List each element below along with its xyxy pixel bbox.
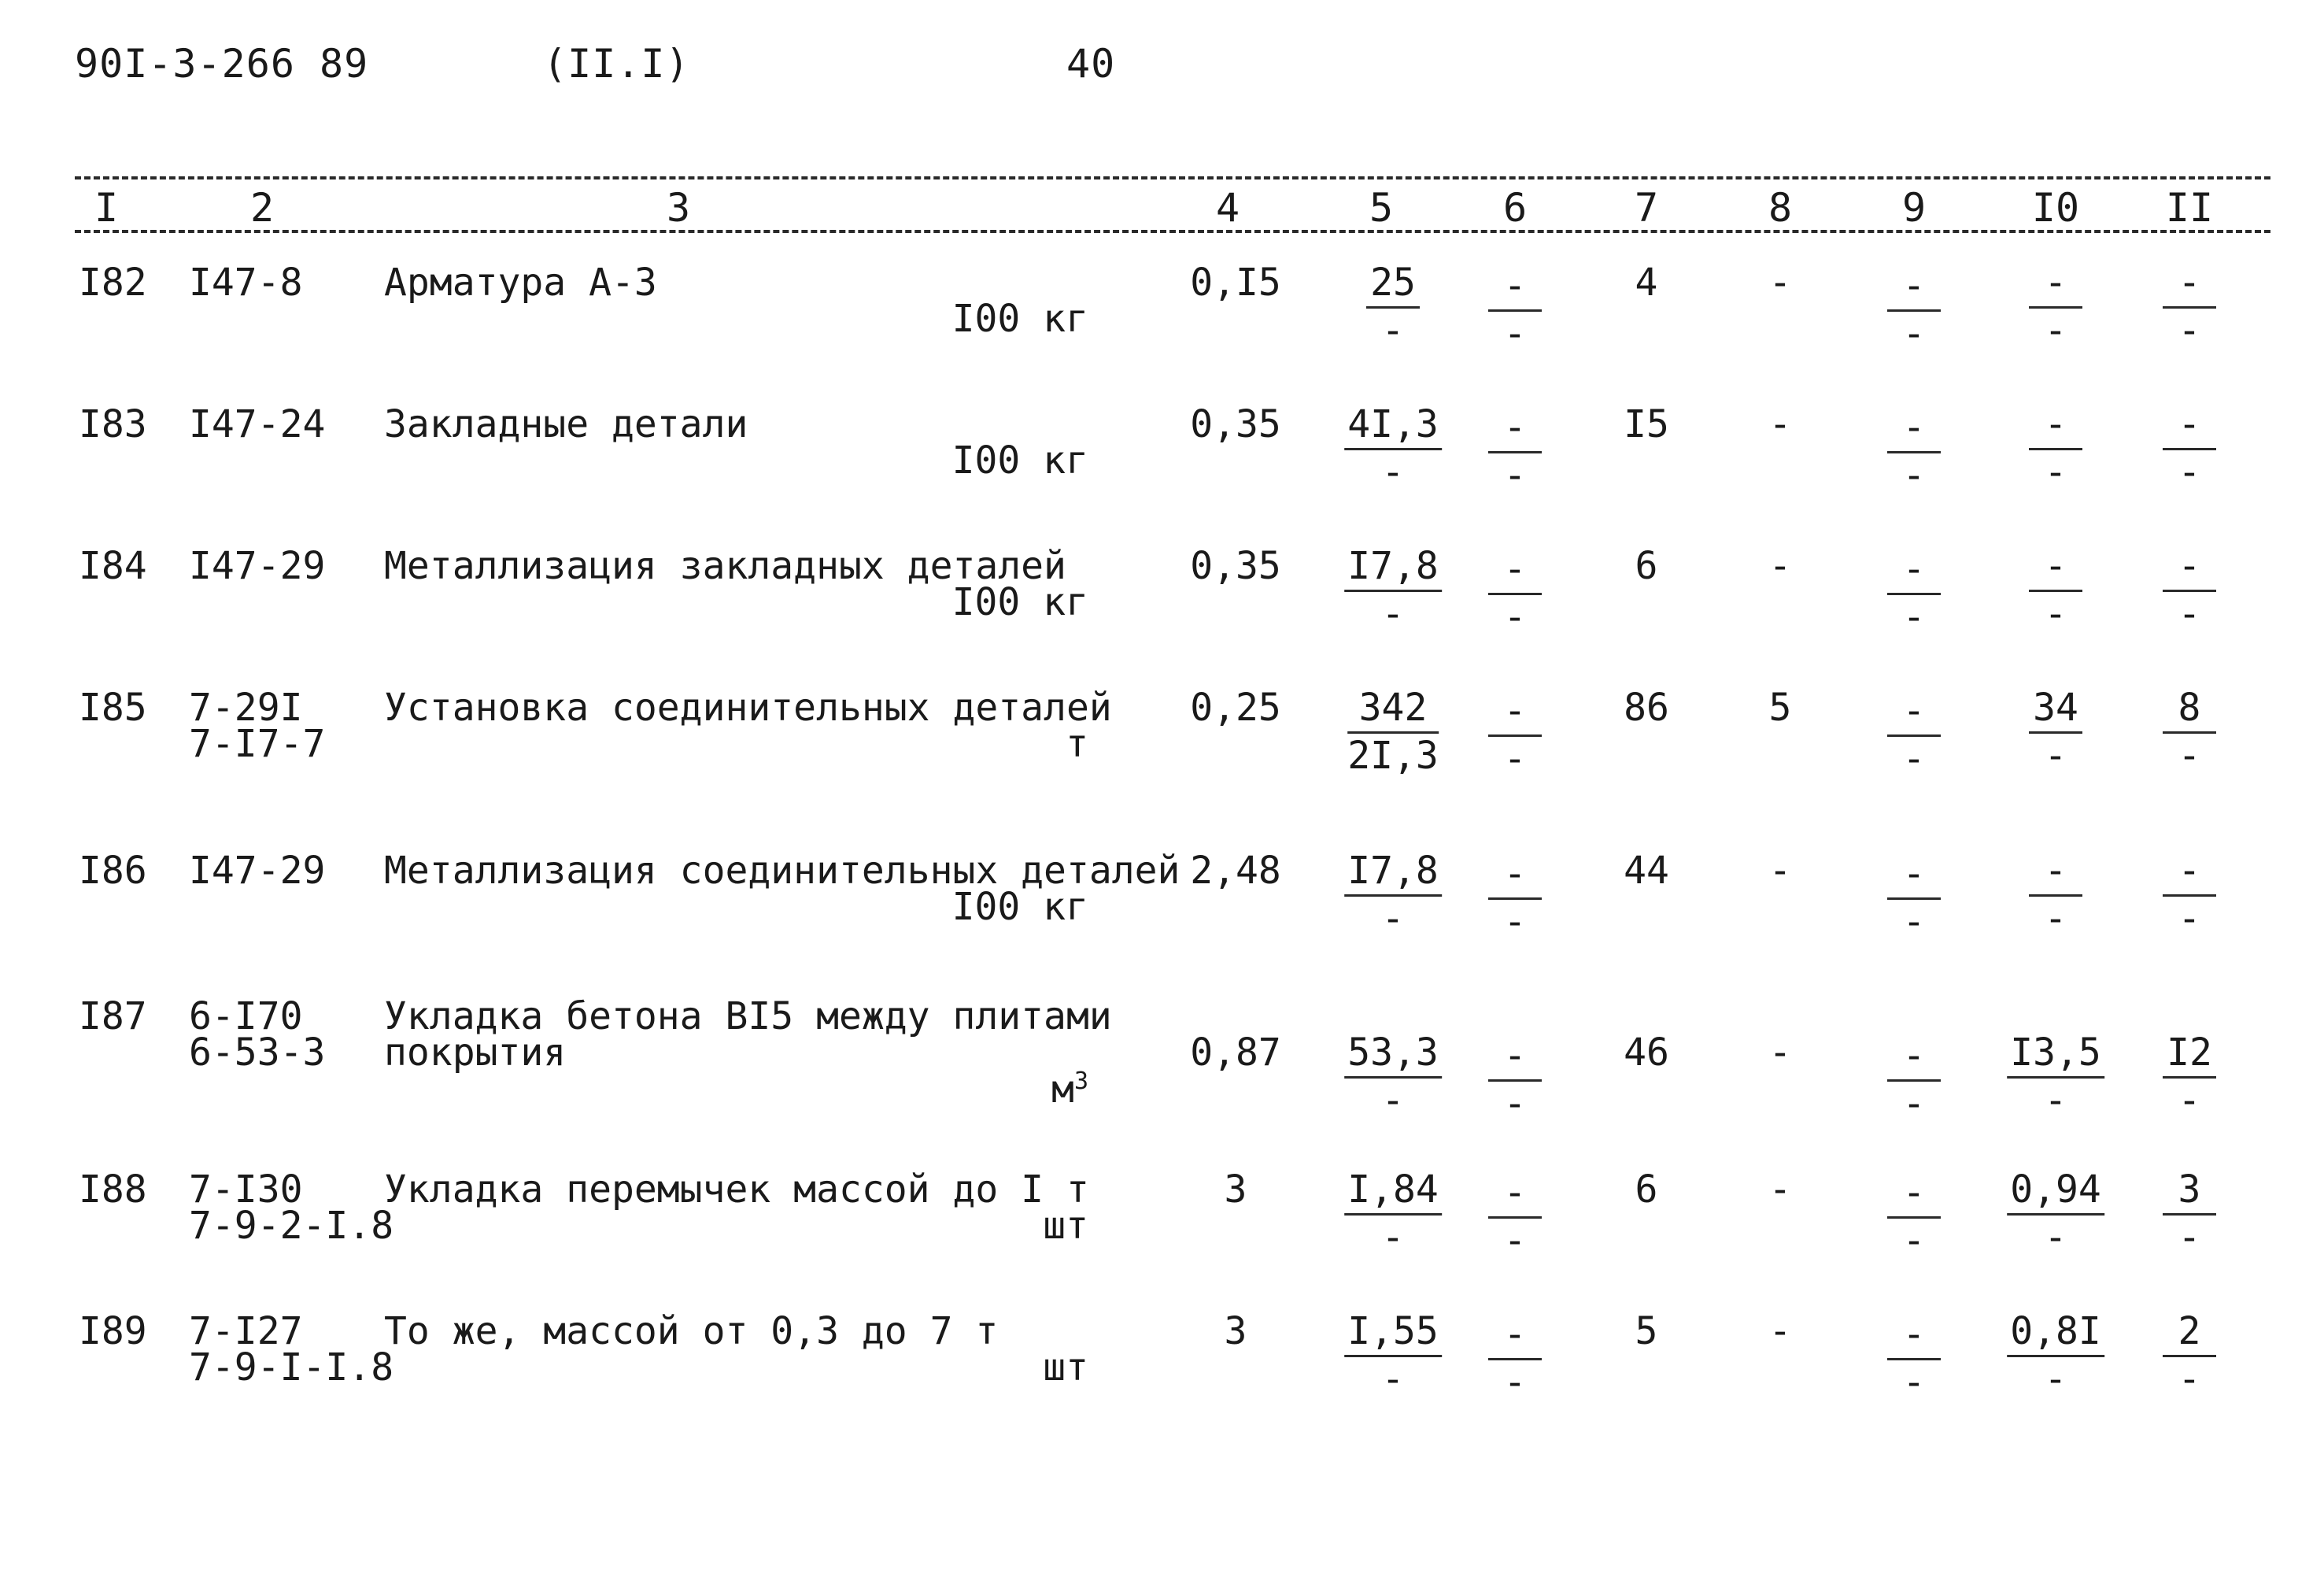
- norm-code: 7-I30: [189, 1167, 303, 1212]
- value-col-10: [2029, 544, 2082, 636]
- value-col-5: [1347, 686, 1439, 778]
- value-col-10-numerator: 0,8I: [2007, 1312, 2104, 1357]
- value-col-11: [2163, 686, 2216, 778]
- value-col-7: I5: [1624, 402, 1669, 446]
- norm-code: 6-I70: [189, 994, 303, 1038]
- column-number: 5: [1369, 185, 1394, 231]
- work-name: Укладка перемычек массой до I т: [384, 1167, 1089, 1212]
- norm-code: 7-9-2-I.8: [189, 1204, 394, 1248]
- value-col-8: 5: [1768, 686, 1792, 730]
- value-col-9-denominator: -: [1902, 1082, 1926, 1126]
- value-col-7: 6: [1635, 1167, 1658, 1212]
- value-col-4: 3: [1224, 1309, 1247, 1353]
- value-col-5: [1344, 1031, 1442, 1123]
- value-col-5-numerator: 53,3: [1344, 1034, 1442, 1079]
- value-col-11-denominator: -: [2178, 309, 2201, 353]
- value-col-9: [1887, 1171, 1941, 1263]
- value-col-10-numerator: 34: [2029, 689, 2082, 734]
- value-col-11-denominator: -: [2178, 1079, 2201, 1123]
- work-name: Арматура А-3: [384, 261, 657, 305]
- value-col-5-denominator: -: [1381, 1357, 1405, 1401]
- value-col-11-denominator: -: [2178, 1216, 2201, 1260]
- value-col-9: [1887, 1034, 1941, 1126]
- column-number: 8: [1768, 185, 1793, 231]
- value-col-10-numerator: -: [2029, 852, 2082, 897]
- value-col-4: 3: [1224, 1167, 1247, 1212]
- value-col-9: [1887, 1312, 1941, 1404]
- row-number: I83: [79, 402, 147, 446]
- value-col-5-denominator: -: [1381, 1216, 1405, 1260]
- norm-code: I47-24: [189, 402, 326, 446]
- column-number: 7: [1634, 185, 1659, 231]
- unit: I00 кг: [951, 580, 1088, 624]
- value-col-9-numerator: -: [1887, 855, 1941, 900]
- column-number: 3: [666, 185, 691, 231]
- value-col-10-denominator: -: [2044, 1357, 2067, 1401]
- value-col-10: [2029, 261, 2082, 353]
- value-col-9-denominator: -: [1902, 900, 1926, 944]
- value-col-11-denominator: -: [2178, 734, 2201, 778]
- value-col-5-numerator: 25: [1366, 264, 1420, 309]
- value-col-10-numerator: -: [2029, 547, 2082, 592]
- value-col-9-numerator: -: [1887, 692, 1941, 737]
- value-col-10: [2029, 849, 2082, 941]
- value-col-6-denominator: -: [1503, 900, 1527, 944]
- value-col-5-numerator: I,55: [1344, 1312, 1442, 1357]
- value-col-6: [1488, 1171, 1542, 1263]
- row-number: I88: [79, 1167, 147, 1212]
- value-col-10-denominator: -: [2044, 1216, 2067, 1260]
- value-col-10: [2029, 686, 2082, 778]
- value-col-11-numerator: -: [2163, 264, 2216, 309]
- value-col-4: 2,48: [1190, 849, 1281, 893]
- value-col-6: [1488, 264, 1542, 356]
- column-number: I0: [2031, 185, 2080, 231]
- unit: I00 кг: [951, 297, 1088, 341]
- value-col-11: [2163, 1309, 2216, 1401]
- document-code: 90I-3-266 89: [75, 41, 369, 87]
- value-col-5: [1344, 1309, 1442, 1401]
- value-col-6-denominator: -: [1503, 1360, 1527, 1404]
- value-col-5: [1366, 261, 1420, 353]
- value-col-6: [1488, 1312, 1542, 1404]
- header-bottom-rule: [75, 230, 2270, 233]
- value-col-10-numerator: -: [2029, 264, 2082, 309]
- value-col-6-numerator: -: [1488, 1037, 1542, 1082]
- value-col-9-numerator: -: [1887, 1174, 1941, 1219]
- page-number: 40: [1066, 41, 1116, 87]
- column-number: 2: [249, 185, 275, 231]
- value-col-11-numerator: I2: [2163, 1034, 2216, 1079]
- value-col-9-numerator: -: [1887, 550, 1941, 595]
- value-col-8: -: [1768, 402, 1792, 446]
- value-col-8: -: [1768, 1167, 1792, 1212]
- value-col-8: -: [1768, 544, 1792, 588]
- value-col-8: -: [1768, 849, 1792, 893]
- value-col-6-numerator: -: [1488, 550, 1542, 595]
- value-col-5-numerator: I7,8: [1344, 852, 1442, 897]
- work-name: Металлизация закладных деталей: [384, 544, 1066, 588]
- value-col-9-denominator: -: [1902, 737, 1926, 781]
- norm-code: I47-29: [189, 849, 326, 893]
- column-number: 9: [1901, 185, 1927, 231]
- value-col-5-numerator: I7,8: [1344, 547, 1442, 592]
- value-col-10-denominator: -: [2044, 592, 2067, 636]
- value-col-5-denominator: -: [1381, 450, 1405, 494]
- work-name: покрытия: [384, 1031, 567, 1075]
- value-col-9: [1887, 852, 1941, 944]
- value-col-11: [2163, 261, 2216, 353]
- norm-code: 7-29I: [189, 686, 303, 730]
- section-number: (II.I): [543, 41, 690, 87]
- value-col-5: [1344, 402, 1442, 494]
- row-number: I84: [79, 544, 147, 588]
- value-col-6-numerator: -: [1488, 855, 1542, 900]
- value-col-5-denominator: -: [1381, 897, 1405, 941]
- value-col-9-denominator: -: [1902, 595, 1926, 639]
- row-number: I89: [79, 1309, 147, 1353]
- value-col-4: 0,25: [1190, 686, 1281, 730]
- value-col-10-numerator: 0,94: [2007, 1171, 2104, 1216]
- value-col-6: [1488, 852, 1542, 944]
- norm-code: 7-I27: [189, 1309, 303, 1353]
- value-col-9: [1887, 689, 1941, 781]
- value-col-11-numerator: 2: [2163, 1312, 2216, 1357]
- value-col-6-numerator: -: [1488, 692, 1542, 737]
- value-col-10: [2007, 1031, 2104, 1123]
- value-col-7: 5: [1635, 1309, 1658, 1353]
- value-col-10: [2007, 1167, 2104, 1260]
- norm-code: 7-I7-7: [189, 722, 326, 766]
- value-col-9-numerator: -: [1887, 267, 1941, 312]
- value-col-11-denominator: -: [2178, 897, 2201, 941]
- value-col-10: [2007, 1309, 2104, 1401]
- row-number: I85: [79, 686, 147, 730]
- norm-code: I47-29: [189, 544, 326, 588]
- value-col-6: [1488, 1034, 1542, 1126]
- value-col-9-numerator: -: [1887, 409, 1941, 453]
- value-col-10-numerator: -: [2029, 405, 2082, 450]
- value-col-10-denominator: -: [2044, 450, 2067, 494]
- value-col-11: [2163, 402, 2216, 494]
- value-col-10-denominator: -: [2044, 734, 2067, 778]
- value-col-10-denominator: -: [2044, 1079, 2067, 1123]
- unit: I00 кг: [951, 438, 1088, 483]
- value-col-8: -: [1768, 1309, 1792, 1353]
- column-number: I: [94, 185, 119, 231]
- value-col-6-denominator: -: [1503, 453, 1527, 498]
- norm-code: 6-53-3: [189, 1031, 326, 1075]
- value-col-6-denominator: -: [1503, 595, 1527, 639]
- value-col-5-denominator: -: [1381, 309, 1405, 353]
- value-col-6-numerator: -: [1488, 267, 1542, 312]
- value-col-9-denominator: -: [1902, 1219, 1926, 1263]
- value-col-5: [1344, 849, 1442, 941]
- unit: шт: [1043, 1204, 1088, 1248]
- value-col-11-numerator: 8: [2163, 689, 2216, 734]
- value-col-11: [2163, 544, 2216, 636]
- value-col-10-numerator: I3,5: [2007, 1034, 2104, 1079]
- row-number: I82: [79, 261, 147, 305]
- value-col-6-denominator: -: [1503, 1219, 1527, 1263]
- value-col-11-numerator: -: [2163, 405, 2216, 450]
- value-col-6-denominator: -: [1503, 312, 1527, 356]
- work-name: Укладка бетона ВI5 между плитами: [384, 994, 1112, 1038]
- value-col-11-denominator: -: [2178, 450, 2201, 494]
- value-col-4: 0,I5: [1190, 261, 1281, 305]
- work-name: То же, массой от 0,3 до 7 т: [384, 1309, 999, 1353]
- value-col-11: [2163, 849, 2216, 941]
- value-col-10-denominator: -: [2044, 309, 2067, 353]
- column-number: 6: [1502, 185, 1528, 231]
- value-col-5-numerator: 342: [1347, 689, 1439, 734]
- unit: т: [1066, 722, 1088, 766]
- unit: $м^3$: [1051, 1068, 1088, 1112]
- value-col-11-numerator: -: [2163, 547, 2216, 592]
- value-col-5-denominator: 2I,3: [1347, 734, 1439, 778]
- value-col-5-denominator: -: [1381, 1079, 1405, 1123]
- value-col-9: [1887, 264, 1941, 356]
- column-number: 4: [1215, 185, 1240, 231]
- value-col-7: 6: [1635, 544, 1658, 588]
- value-col-7: 46: [1624, 1031, 1669, 1075]
- value-col-7: 4: [1635, 261, 1658, 305]
- value-col-6-denominator: -: [1503, 737, 1527, 781]
- value-col-10-denominator: -: [2044, 897, 2067, 941]
- value-col-7: 86: [1624, 686, 1669, 730]
- value-col-6-numerator: -: [1488, 409, 1542, 453]
- value-col-9: [1887, 547, 1941, 639]
- value-col-10: [2029, 402, 2082, 494]
- work-name: Металлизация соединительных деталей: [384, 849, 1180, 893]
- value-col-11-denominator: -: [2178, 1357, 2201, 1401]
- value-col-8: -: [1768, 1031, 1792, 1075]
- value-col-9-numerator: -: [1887, 1315, 1941, 1360]
- value-col-11-numerator: 3: [2163, 1171, 2216, 1216]
- row-number: I87: [79, 994, 147, 1038]
- value-col-9-denominator: -: [1902, 1360, 1926, 1404]
- value-col-9-numerator: -: [1887, 1037, 1941, 1082]
- value-col-6: [1488, 547, 1542, 639]
- unit: I00 кг: [951, 885, 1088, 929]
- value-col-4: 0,35: [1190, 544, 1281, 588]
- value-col-9-denominator: -: [1902, 453, 1926, 498]
- value-col-5-numerator: I,84: [1344, 1171, 1442, 1216]
- row-number: I86: [79, 849, 147, 893]
- value-col-4: 0,87: [1190, 1031, 1281, 1075]
- value-col-11-denominator: -: [2178, 592, 2201, 636]
- work-name: Установка соединительных деталей: [384, 686, 1112, 730]
- value-col-8: -: [1768, 261, 1792, 305]
- value-col-6: [1488, 405, 1542, 498]
- value-col-5-numerator: 4I,3: [1344, 405, 1442, 450]
- column-number: II: [2165, 185, 2214, 231]
- value-col-9: [1887, 405, 1941, 498]
- value-col-9-denominator: -: [1902, 312, 1926, 356]
- value-col-6: [1488, 689, 1542, 781]
- value-col-11-numerator: -: [2163, 852, 2216, 897]
- value-col-5: [1344, 1167, 1442, 1260]
- unit: шт: [1043, 1345, 1088, 1389]
- norm-code: I47-8: [189, 261, 303, 305]
- value-col-5-denominator: -: [1381, 592, 1405, 636]
- work-name: Закладные детали: [384, 402, 748, 446]
- header-top-rule: [75, 176, 2270, 179]
- value-col-6-denominator: -: [1503, 1082, 1527, 1126]
- unit-superscript: 3: [1073, 1068, 1088, 1095]
- value-col-4: 0,35: [1190, 402, 1281, 446]
- value-col-11: [2163, 1167, 2216, 1260]
- value-col-11: [2163, 1031, 2216, 1123]
- value-col-5: [1344, 544, 1442, 636]
- norm-code: 7-9-I-I.8: [189, 1345, 394, 1389]
- value-col-7: 44: [1624, 849, 1669, 893]
- value-col-6-numerator: -: [1488, 1315, 1542, 1360]
- value-col-6-numerator: -: [1488, 1174, 1542, 1219]
